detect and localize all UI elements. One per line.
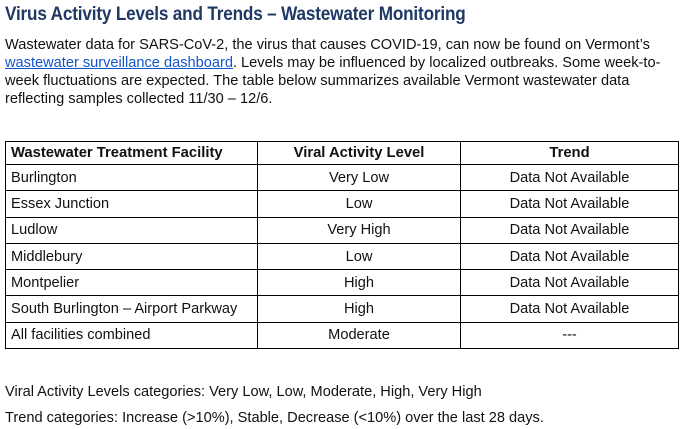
intro-paragraph — [5, 36, 677, 108]
level-cell: Very High — [258, 217, 461, 243]
table-header-row — [6, 142, 679, 165]
level-cell: High — [258, 270, 461, 296]
header-facility: Wastewater Treatment Facility — [6, 142, 258, 165]
table-row — [6, 191, 679, 217]
trend-cell: Data Not Available — [461, 217, 679, 243]
trend-cell: Data Not Available — [461, 296, 679, 322]
trend-cell: Data Not Available — [461, 243, 679, 269]
page-title: Virus Activity Levels and Trends – Wastewater Monitoring — [5, 3, 466, 25]
level-cell: Low — [258, 243, 461, 269]
table-row — [6, 270, 679, 296]
facility-cell: Montpelier — [6, 270, 258, 296]
facility-cell: South Burlington – Airport Parkway — [6, 296, 258, 322]
facility-cell: Burlington — [6, 165, 258, 191]
facility-cell: All facilities combined — [6, 322, 258, 348]
table-row — [6, 217, 679, 243]
trend-cell: Data Not Available — [461, 165, 679, 191]
facility-cell: Middlebury — [6, 243, 258, 269]
header-trend: Trend — [461, 142, 679, 165]
header-viral-activity-level: Viral Activity Level — [258, 142, 461, 165]
intro-text-after-link: . Levels may be influenced by localized outbreaks. Some week-to-week fluctuations are expected. The table below summarizes available Vermont wastewater data reflecting samples collected 11/30 – 12/6. — [5, 55, 661, 107]
facility-cell: Ludlow — [6, 217, 258, 243]
level-cell: Low — [258, 191, 461, 217]
wastewater-table — [5, 141, 679, 349]
level-cell: High — [258, 296, 461, 322]
level-cell: Moderate — [258, 322, 461, 348]
trend-cell: Data Not Available — [461, 270, 679, 296]
wastewater-dashboard-link[interactable]: wastewater surveillance dashboard — [5, 55, 233, 71]
trend-cell: --- — [461, 322, 679, 348]
table-row-summary — [6, 322, 679, 348]
trend-categories-note: Trend categories: Increase (>10%), Stable, Decrease (<10%) over the last 28 days. — [5, 410, 544, 426]
level-cell: Very Low — [258, 165, 461, 191]
trend-cell: Data Not Available — [461, 191, 679, 217]
intro-text-before-link: Wastewater data for SARS-CoV-2, the virus that causes COVID-19, can now be found on Vermont’s — [5, 37, 650, 53]
table-row — [6, 243, 679, 269]
facility-cell: Essex Junction — [6, 191, 258, 217]
table-row — [6, 296, 679, 322]
table-row — [6, 165, 679, 191]
levels-categories-note: Viral Activity Levels categories: Very Low, Low, Moderate, High, Very High — [5, 384, 482, 400]
